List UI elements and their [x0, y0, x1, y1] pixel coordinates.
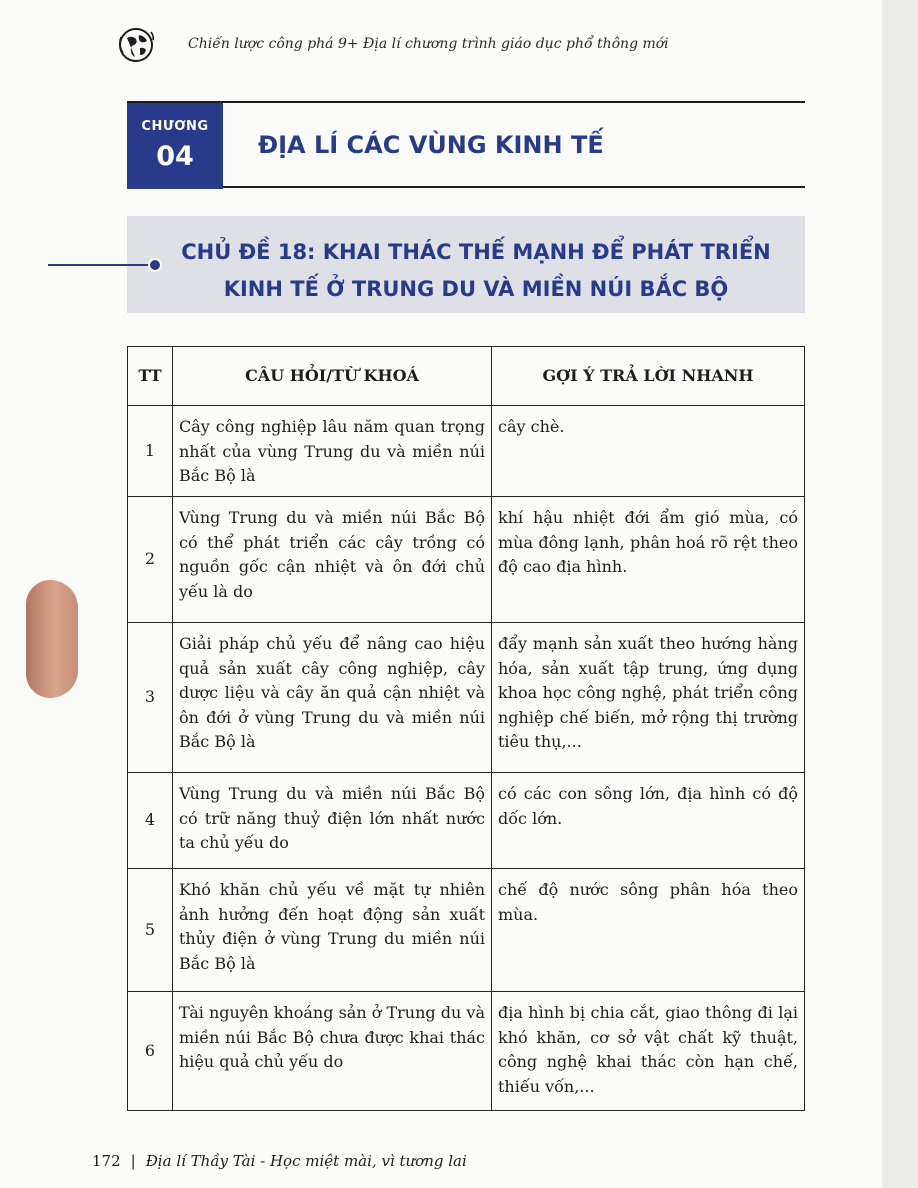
page-number: 172: [92, 1152, 121, 1170]
table-row: [128, 773, 805, 869]
row-question: Vùng Trung du và miền núi Bắc Bộ có trữ năng thuỷ điện lớn nhất nước ta chủ yếu do: [173, 773, 492, 869]
table-row: [128, 869, 805, 992]
header-answer: GỢI Ý TRẢ LỜI NHANH: [492, 347, 805, 406]
globe-icon: [116, 24, 156, 64]
header-title: Chiến lược công phá 9+ Địa lí chương trình giáo dục phổ thông mới: [188, 36, 669, 52]
table-row: [128, 406, 805, 497]
page-footer: [92, 1152, 467, 1170]
topic-bullet-icon: [148, 258, 162, 272]
row-answer: cây chè.: [492, 406, 805, 497]
table-row: [128, 497, 805, 623]
row-answer: chế độ nước sông phân hóa theo mùa.: [492, 869, 805, 992]
table-row: [128, 992, 805, 1111]
row-number: 1: [128, 406, 173, 497]
row-number: 2: [128, 497, 173, 623]
row-question: Giải pháp chủ yếu để nâng cao hiệu quả sản xuất cây công nghiệp, cây dược liệu và cây ăn quả cận nhiệt và ôn đới ở vùng Trung du và miền núi Bắc Bộ là: [173, 623, 492, 773]
page-edge: [882, 0, 918, 1188]
table-header-row: [128, 347, 805, 406]
topic-line: [48, 264, 156, 266]
header-tt: TT: [128, 347, 173, 406]
row-answer: đẩy mạnh sản xuất theo hướng hàng hóa, sản xuất tập trung, ứng dụng khoa học công nghệ, phát triển công nghiệp chế biến, mở rộng thị trường tiêu thụ,...: [492, 623, 805, 773]
qa-table: [127, 346, 805, 1111]
row-number: 4: [128, 773, 173, 869]
thumb-photo-artifact: [26, 580, 78, 698]
row-question: Cây công nghiệp lâu năm quan trọng nhất của vùng Trung du và miền núi Bắc Bộ là: [173, 406, 492, 497]
topic-title: [170, 234, 782, 308]
topic-title-line-2: KINH TẾ Ở TRUNG DU VÀ MIỀN NÚI BẮC BỘ: [223, 277, 729, 301]
chapter-badge: [127, 103, 223, 189]
table-row: [128, 623, 805, 773]
footer-text: Địa lí Thầy Tài - Học miệt mài, vì tương lai: [145, 1152, 467, 1170]
running-header: [116, 24, 816, 64]
chapter-number: 04: [156, 141, 194, 172]
topic-title-line-1: CHỦ ĐỀ 18: KHAI THÁC THẾ MẠNH ĐỂ PHÁT TRIỂN: [181, 240, 771, 264]
row-number: 6: [128, 992, 173, 1111]
footer-separator: |: [130, 1152, 136, 1170]
row-answer: địa hình bị chia cắt, giao thông đi lại khó khăn, cơ sở vật chất kỹ thuật, công nghệ khai thác còn hạn chế, thiếu vốn,...: [492, 992, 805, 1111]
chapter-label: CHƯƠNG: [141, 119, 209, 134]
row-question: Tài nguyên khoáng sản ở Trung du và miền núi Bắc Bộ chưa được khai thác hiệu quả chủ yếu do: [173, 992, 492, 1111]
row-number: 3: [128, 623, 173, 773]
header-question: CÂU HỎI/TỪ KHOÁ: [173, 347, 492, 406]
row-question: Khó khăn chủ yếu về mặt tự nhiên ảnh hưởng đến hoạt động sản xuất thủy điện ở vùng Trung du miền núi Bắc Bộ là: [173, 869, 492, 992]
chapter-top-rule: [127, 101, 805, 103]
row-answer: khí hậu nhiệt đới ẩm gió mùa, có mùa đông lạnh, phân hoá rõ rệt theo độ cao địa hình.: [492, 497, 805, 623]
row-answer: có các con sông lớn, địa hình có độ dốc lớn.: [492, 773, 805, 869]
row-question: Vùng Trung du và miền núi Bắc Bộ có thể phát triển các cây trồng có nguồn gốc cận nhiệt và ôn đới chủ yếu là do: [173, 497, 492, 623]
chapter-title: ĐỊA LÍ CÁC VÙNG KINH TẾ: [258, 131, 604, 159]
chapter-bottom-rule: [127, 186, 805, 188]
row-number: 5: [128, 869, 173, 992]
